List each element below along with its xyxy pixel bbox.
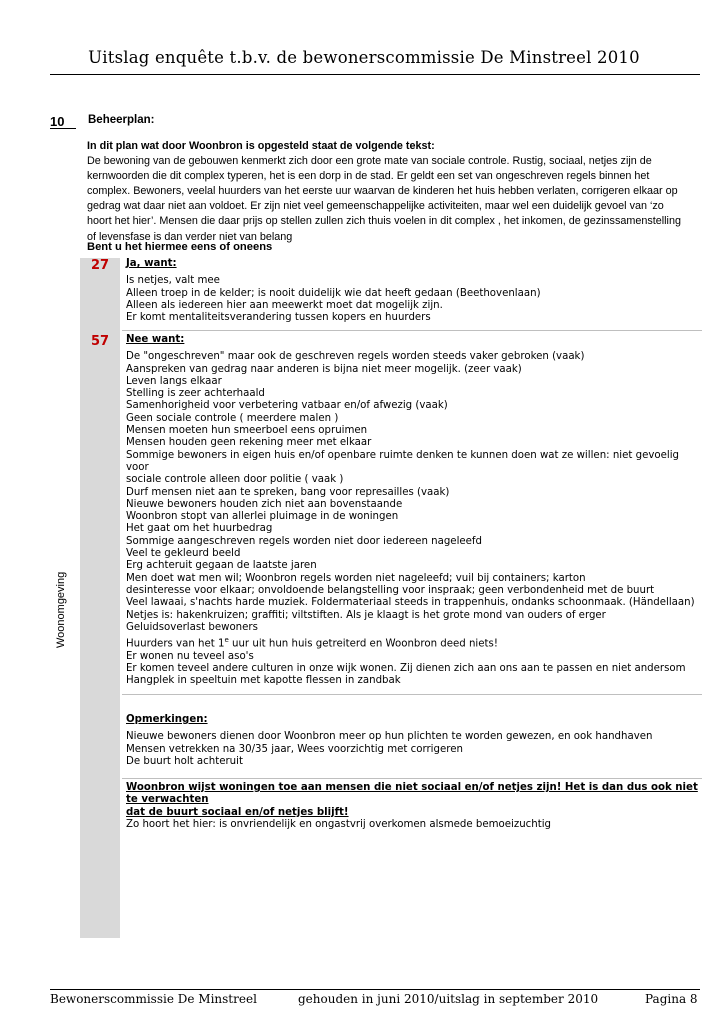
intro-line: gedrag wat daar niet aan voldoet. Er zijn niet veel gemeenschappelijke activiteiten, maar wel een duidelijk gevoel van ‘zo <box>87 200 664 213</box>
list-item: Sommige aangeschreven regels worden niet door iedereen nageleefd <box>126 535 482 547</box>
side-label-woonomgeving: Woonomgeving <box>55 571 67 648</box>
footer-left: Bewonerscommissie De Minstreel <box>50 992 257 1006</box>
intro-line: complex. Bewoners, veelal huurders van het eerste uur waarvan de kinderen het huis hebben verlaten, corrigeren elkaar op <box>87 185 678 198</box>
list-item: Stelling is zeer achterhaald <box>126 388 265 400</box>
intro-text <box>87 139 702 245</box>
list-item: Er komt mentaliteitsverandering tussen kopers en huurders <box>126 312 431 324</box>
footer-divider <box>50 989 700 990</box>
section-number-underline <box>50 128 76 129</box>
list-item: Leven langs elkaar <box>126 375 222 387</box>
header-divider <box>50 74 700 75</box>
list-item: Hangplek in speeltuin met kapotte flessen in zandbak <box>126 675 401 687</box>
remarks-heading: Opmerkingen: <box>126 714 208 725</box>
question-text: Bent u het hiermee eens of oneens <box>87 241 273 253</box>
list-item: Alleen troep in de kelder; is nooit duidelijk wie dat heeft gedaan (Beethovenlaan) <box>126 287 541 299</box>
list-item: Veel lawaai, s'nachts harde muziek. Foldermateriaal steeds in trappenhuis, ondanks schoonmaak. (Händellaan) <box>126 597 695 609</box>
footer-center: gehouden in juni 2010/uitslag in september 2010 <box>298 992 599 1006</box>
section-heading: Beheerplan: <box>88 114 155 126</box>
list-item: Nieuwe bewoners dienen door Woonbron meer op hun plichten te worden gewezen, en ook handhaven <box>126 731 653 743</box>
list-item: Mensen moeten hun smeerboel eens opruimen <box>126 425 368 437</box>
list-item: Men doet wat men wil; Woonbron regels worden niet nageleefd; vuil bij containers; karton <box>126 572 586 584</box>
intro-line: hoort het hier’. Mensen die daar prijs op stellen zullen zich thuis voelen in dit complex , het inkomen, de gezinssamenstelling <box>87 215 681 228</box>
list-item: desinteresse voor elkaar; onvoldoende belangstelling voor inspraak; geen verbondenheid met de buurt <box>126 584 655 596</box>
list-item: Is netjes, valt mee <box>126 275 220 287</box>
list-item: Alleen als iedereen hier aan meewerkt moet dat mogelijk zijn. <box>126 299 443 311</box>
list-item: Aanspreken van gedrag naar anderen is bijna niet meer mogelijk. (zeer vaak) <box>126 363 522 375</box>
list-item <box>126 634 701 651</box>
list-item: Durf mensen niet aan te spreken, bang voor represailles (vaak) <box>126 486 450 498</box>
list-item: De buurt holt achteruit <box>126 755 243 767</box>
list-item: Er wonen nu teveel aso's <box>126 650 254 662</box>
intro-line: kernwoorden die dit complex typeren, het is een dorp in de stad. Er geldt een set van ongeschreven regels binnen het <box>87 170 650 183</box>
list-item: Geen sociale controle ( meerdere malen ) <box>126 412 339 424</box>
list-item: sociale controle alleen door politie ( vaak ) <box>126 474 344 486</box>
list-item: De "ongeschreven" maar ook de geschreven regels worden steeds vaker gebroken (vaak) <box>126 351 585 363</box>
disagree-heading: Nee want: <box>126 334 185 345</box>
disagree-block <box>126 334 701 688</box>
page-header-title: Uitslag enquête t.b.v. de bewonerscommissie De Minstreel 2010 <box>88 48 640 67</box>
sup-line-superscript: e <box>224 636 229 645</box>
list-item: Veel te gekleurd beeld <box>126 548 241 560</box>
agree-heading: Ja, want: <box>126 258 177 269</box>
row-divider <box>122 778 702 779</box>
intro-bold-line: In dit plan wat door Woonbron is opgesteld staat de volgende tekst: <box>87 140 435 152</box>
remarks-block <box>126 714 701 768</box>
list-item: Mensen houden geen rekening meer met elkaar <box>126 437 372 449</box>
list-item: Samenhorigheid voor verbetering vatbaar en/of afwezig (vaak) <box>126 400 448 412</box>
agree-count: 27 <box>90 258 110 273</box>
list-item: Nieuwe bewoners houden zich niet aan bovenstaande <box>126 498 403 510</box>
count-column-background <box>80 258 120 938</box>
intro-line: of levensfase is dan verder niet van belang <box>87 230 293 243</box>
section-number: 10 <box>50 114 65 129</box>
list-item: Netjes is: hakenkruizen; graffiti; viltstiften. Als je klaagt is het grote mond van ouders of erger <box>126 609 606 621</box>
remarks-emphasis-block <box>126 782 701 831</box>
emphasis-line: dat de buurt sociaal en/of netjes blijft! <box>126 806 349 818</box>
intro-line: De bewoning van de gebouwen kenmerkt zich door een grote mate van sociale controle. Rustig, sociaal, netjes zijn de <box>87 155 652 168</box>
list-item: Woonbron stopt van allerlei pluimage in de woningen <box>126 511 399 523</box>
list-item: Zo hoort het hier: is onvriendelijk en ongastvrij overkomen alsmede bemoeizuchtig <box>126 818 552 830</box>
list-item: Geluidsoverlast bewoners <box>126 621 258 633</box>
row-divider <box>122 694 702 695</box>
list-item: Mensen vetrekken na 30/35 jaar, Wees voorzichtig met corrigeren <box>126 743 463 755</box>
row-divider <box>122 330 702 331</box>
sup-line-after: uur uit hun huis getreiterd en Woonbron deed niets! <box>228 638 498 650</box>
list-item: Het gaat om het huurbedrag <box>126 523 273 535</box>
emphasis-line: Woonbron wijst woningen toe aan mensen die niet sociaal en/of netjes zijn! Het is dan dus ook niet te verwachten <box>126 782 698 806</box>
list-item: Er komen teveel andere culturen in onze wijk wonen. Zij dienen zich aan ons aan te passen en niet andersom <box>126 663 686 675</box>
sup-line-before: Huurders van het 1 <box>126 638 225 650</box>
agree-block <box>126 258 701 324</box>
list-item: Erg achteruit gegaan de laatste jaren <box>126 560 317 572</box>
disagree-count: 57 <box>90 334 110 349</box>
footer-page-number: Pagina 8 <box>645 992 698 1006</box>
list-item: Sommige bewoners in eigen huis en/of openbare ruimte denken te kunnen doen wat ze willen: niet gevoelig voor <box>126 449 679 473</box>
